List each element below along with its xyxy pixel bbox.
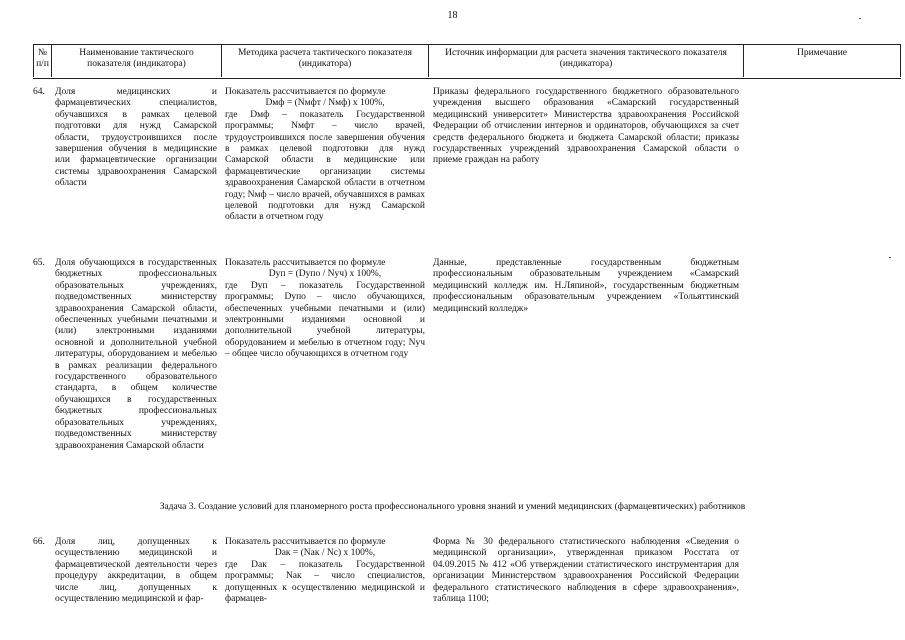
row-64-name: Доля медицинских и фармацевтических специалистов, обучавшихся в рамках целевой подготовки для нужд Самарской области, трудоустроившихся после завершения обучения в медицинские или фармацевтические организации системы здравоохранения Самарской области [55,87,217,189]
row-66-method-rest: где Dак – показатель Государственной программы; Nак – число специалистов, допущенных к осуществлению медицинской и фармацев- [225,559,425,605]
header-source: Источник информации для расчета значения тактического показателя (индикатора) [428,44,743,77]
page-number: 18 [447,10,458,21]
row-64-method [225,87,425,224]
row-64-formula: Dмф = (Nмфт / Nмф) x 100%, [265,98,385,109]
row-64-method-rest: где Dмф – показатель Государственной программы; Nмфт – число врачей, трудоустроившихся после завершения обучения в рамках целевой подготовки для нужд Самарской области в медицинские или фармацевтические организации системы здравоохранения Самарской области в отчетном году; Nмф – число врачей, обучавшихся в рамках целевой подготовки для нужд Самарской области в отчетном году [225,109,425,223]
row-65-source: Данные, представленные государственным бюджетным профессиональным образовательным учреждением «Самарский медицинский колледж им. Н.Ляпиной», государственным бюджетным профессиональным образовательным учреждением «Тольяттинский медицинский колледж» [433,258,739,314]
row-65-name: Доля обучающихся в государственных бюджетных профессиональных образовательных учреждениях, подведомственных министерству здравоохранения Самарской области, обеспеченных учебными печатными и (или) электронными изданиями основной и дополнительной учебной литературы, оборудованием и мебелью в рамках реализации федерального государственного образовательного стандарта, в общем количестве обучающихся в государственных бюджетных профессиональных образовательных учреждениях, подведомственных министерству здравоохранения Самарской области [55,258,217,451]
header-note: Примечание [743,44,901,77]
row-65-method [225,258,425,361]
header-method: Методика расчета тактического показателя (индикатора) [221,44,428,77]
row-66-num: 66. [33,537,45,547]
row-66-name: Доля лиц, допущенных к осуществлению медицинской и фармацевтической деятельности через процедуру аккредитации, в общем числе лиц, допущенных к осуществлению медицинской и фар- [55,537,217,605]
row-64-method-intro: Показатель рассчитывается по формуле [225,87,386,97]
header-name: Наименование тактического показателя (индикатора) [51,44,221,77]
row-64-num: 64. [33,87,45,97]
row-66-method [225,537,425,605]
row-65-method-intro: Показатель рассчитывается по формуле [225,258,386,268]
row-66-source: Форма № 30 федерального статистического наблюдения «Сведения о медицинской организации», утвержденная приказом Росстата от 04.09.2015 № 412 «Об утверждении статистического инструментария для организации Министерством здравоохранения Российской Федерации федерального статистического наблюдения в сфере здравоохранения», таблица 1100; [433,537,739,605]
scan-speck [889,257,891,258]
row-65-num: 65. [33,258,45,268]
scan-speck [859,18,861,19]
row-66-method-intro: Показатель рассчитывается по формуле [225,537,386,547]
task-3-heading: Задача 3. Создание условий для планомерного роста профессионального уровня знаний и умений медицинских (фармацевтических) работников [159,502,746,512]
row-65-formula: Dуп = (Dупо / Nуч) x 100%, [268,269,382,280]
header-num: № п/п [33,44,51,77]
row-65-method-rest: где Dуп – показатель Государственной программы; Dупо – число обучающихся, обеспеченных учебными печатными и (или) электронными изданиями основной и дополнительной учебной литературы, оборудованием и мебелью в отчетном году; Nуч – общее число обучающихся в отчетном году [225,280,425,360]
row-64-source: Приказы федерального государственного бюджетного образовательного учреждения высшего образования «Самарский государственный медицинский университет» Министерства здравоохранения Российской Федерации об отчислении интернов и ординаторов, обучающихся за счет средств федерального бюджета и бюджета Самарской области; приказы государственных учреждений здравоохранения Самарской области о приеме граждан на работу [433,87,739,166]
row-66-formula: Dак = (Nак / Nс) x 100%, [274,548,376,559]
